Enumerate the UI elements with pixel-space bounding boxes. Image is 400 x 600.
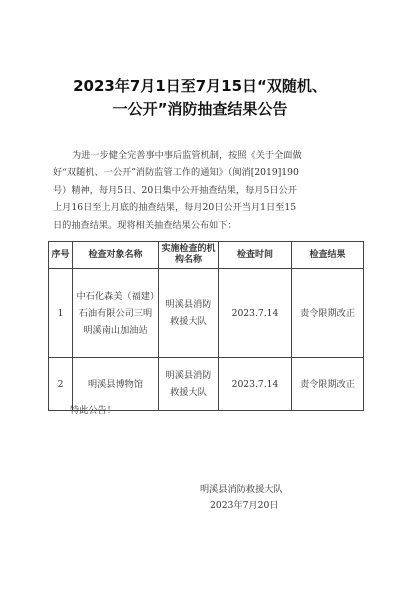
notice-body [53,147,353,234]
body-line: 日的抽查结果。现将相关抽查结果公布如下： [53,219,237,231]
body-line: 为进一步健全完善事中事后监管机制，按照《关于全面做 [72,150,302,161]
results-table [48,241,364,411]
header-date: 检查时间 [219,242,292,269]
notice-title-line-2: 一公开”消防抽查结果公告 [112,100,288,118]
cell-index: 2 [49,358,73,411]
body-line: 好“双随机、一公开”消防监管工作的通知》（闽消[2019]190 [53,167,299,179]
cell-date: 2023.7.14 [219,269,292,358]
header-agency: 实施检查的机构名称 [159,242,219,269]
signature-date: 2023年7月20日 [210,500,279,511]
notice-title-line-1: 2023年7月1日至7月15日“双随机、 [73,77,327,95]
table-row [49,269,364,358]
cell-date: 2023.7.14 [219,358,292,411]
body-line: 号）精神，每月5日、20日集中公开抽查结果，每月5日公开 [53,184,297,196]
cell-agency: 明溪县消防救援大队 [159,269,219,358]
header-target: 检查对象名称 [73,242,159,269]
signature-org: 明溪县消防救援大队 [200,484,283,495]
cell-target: 明溪县博物馆 [73,358,159,411]
header-result: 检查结果 [292,242,364,269]
closing-text: 特此公告！ [70,405,116,416]
cell-target: 中石化森美（福建）石油有限公司三明明溪南山加油站 [73,269,159,358]
cell-agency: 明溪县消防救援大队 [159,358,219,411]
cell-result: 责令限期改正 [292,358,364,411]
cell-index: 1 [49,269,73,358]
cell-result: 责令限期改正 [292,269,364,358]
header-index: 序号 [49,242,73,269]
body-line: 上月16日至上月底的抽查结果，每月20日公开当月1日至15 [53,202,297,214]
table-header-row [49,242,364,269]
